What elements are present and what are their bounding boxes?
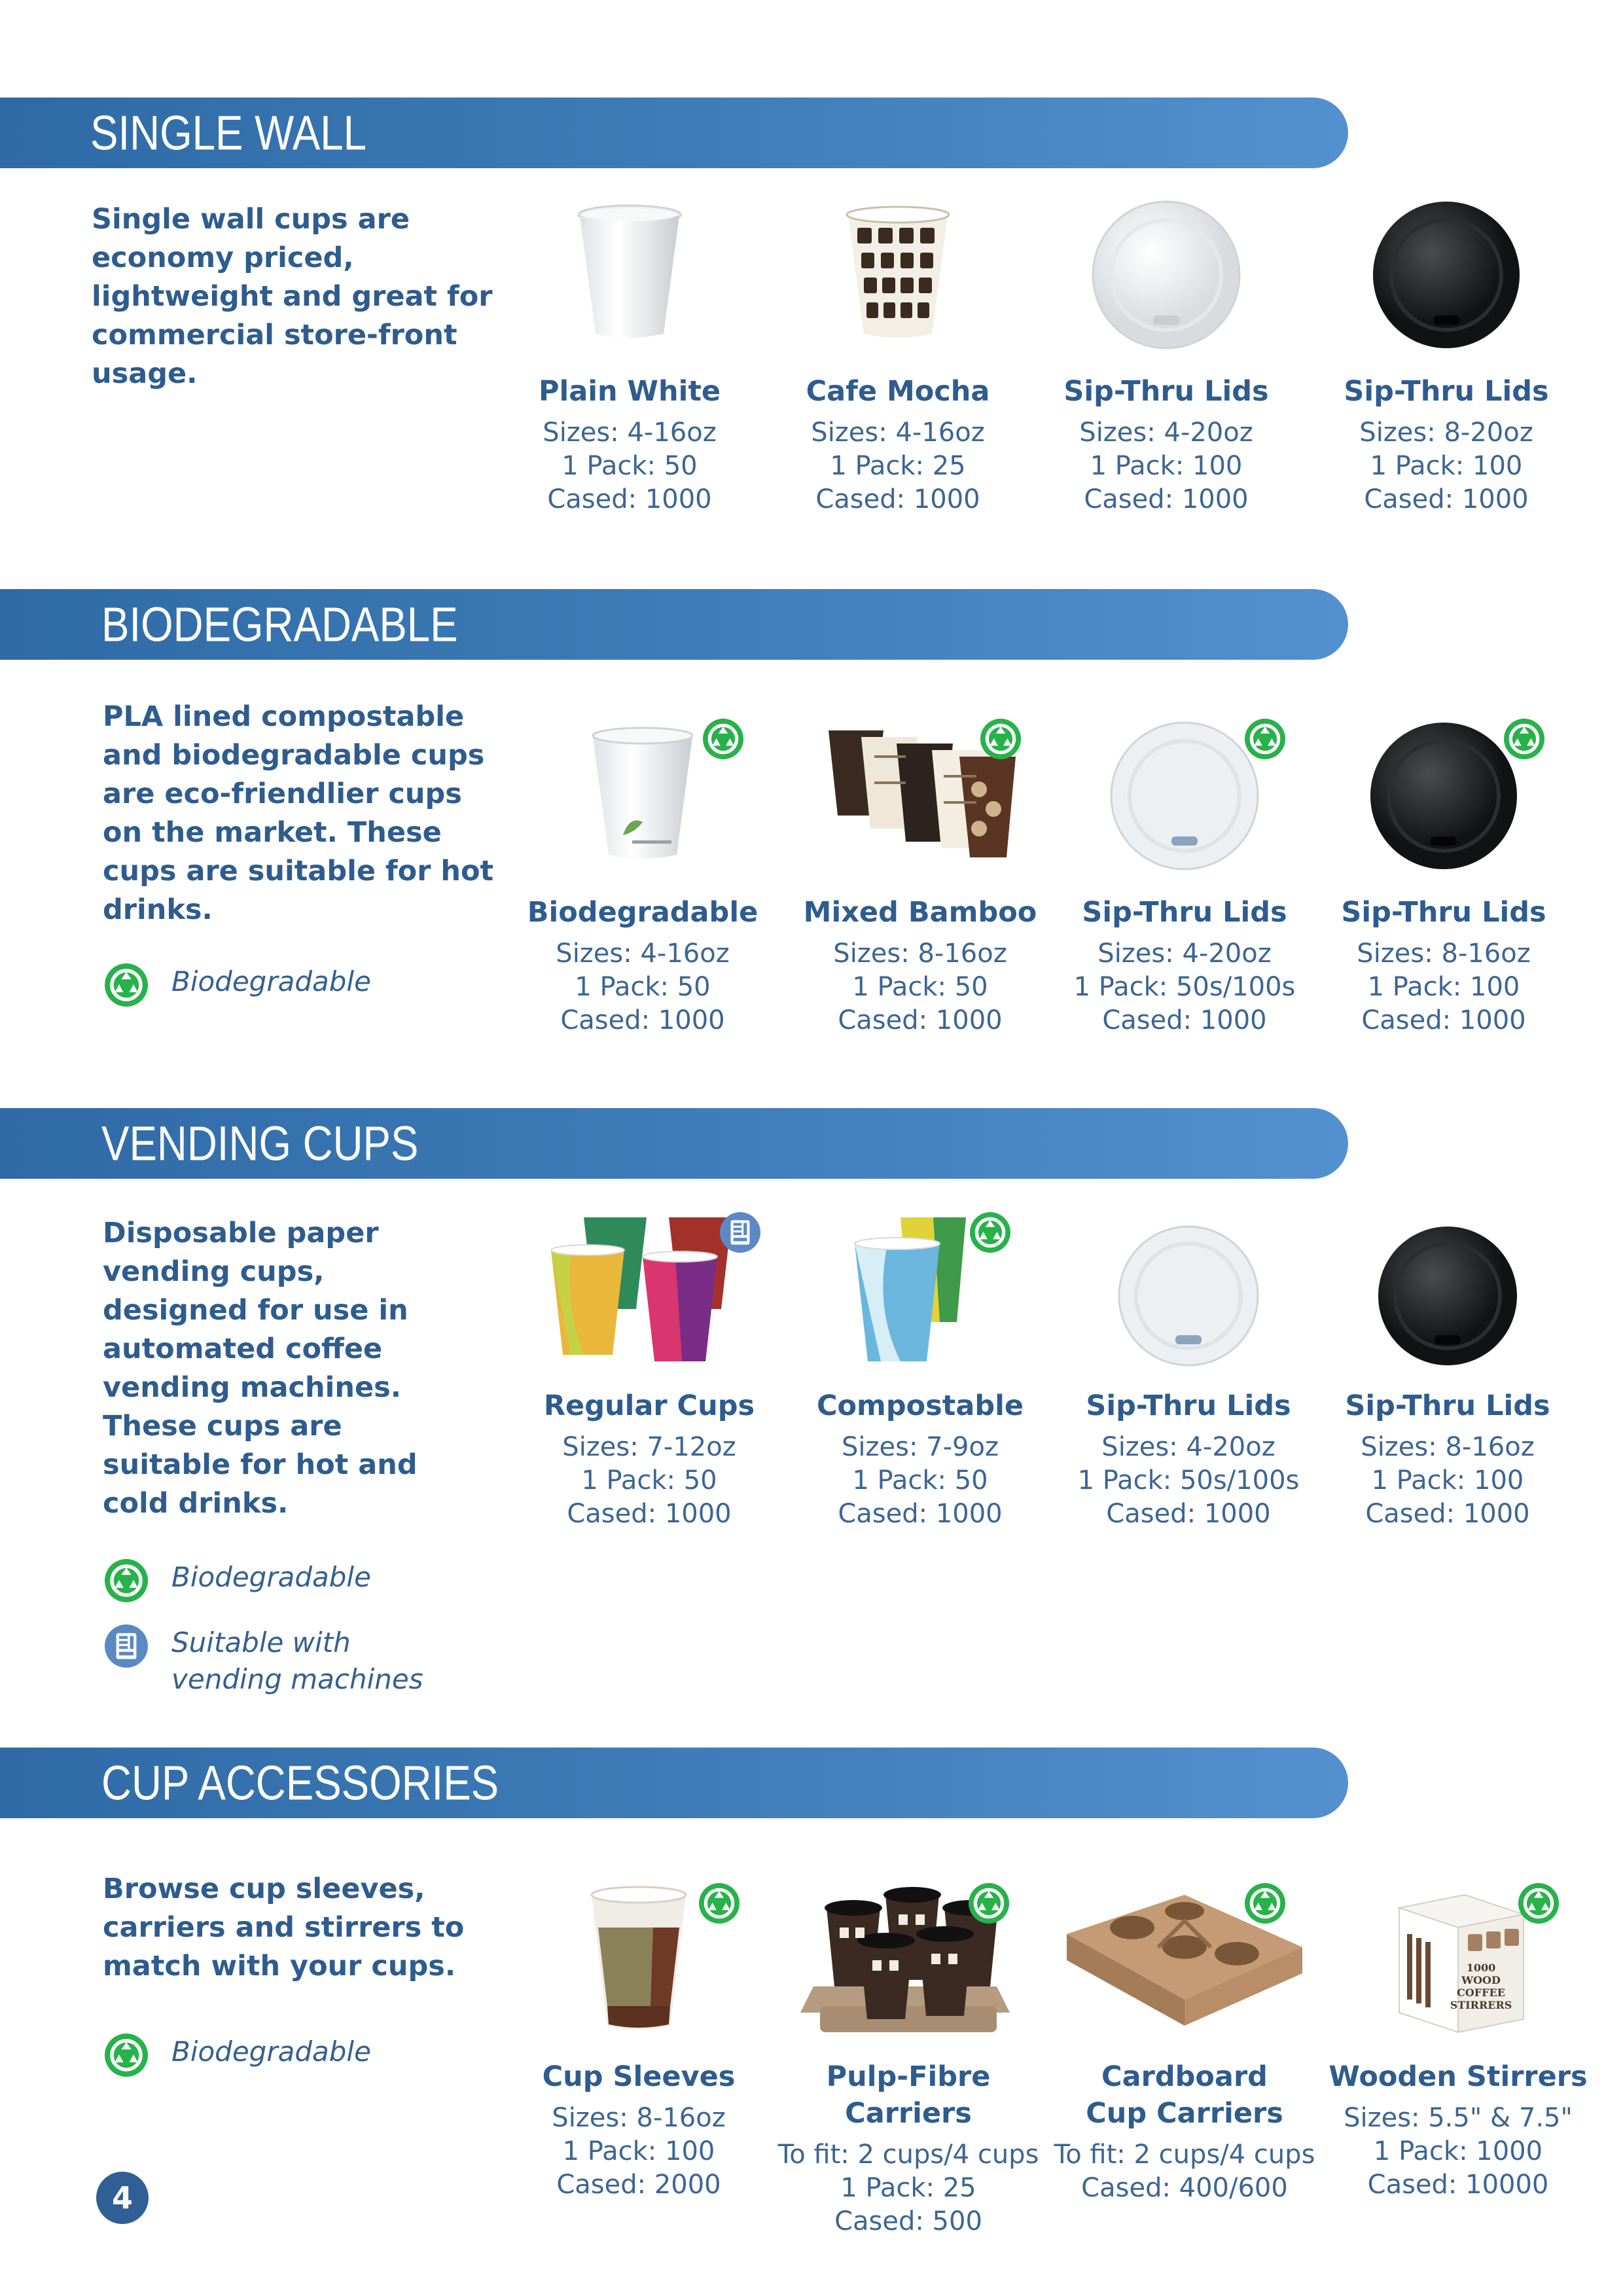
product-details: Sizes: 7-12oz 1 Pack: 50 Cased: 1000 [562, 1432, 736, 1529]
plain-white-cup-icon [564, 196, 695, 353]
product-name: Regular Cups [543, 1390, 755, 1422]
product-card[interactable] [505, 717, 780, 1037]
product-name: Pulp-Fibre Carriers [826, 2060, 991, 2130]
product-card[interactable] [783, 717, 1058, 1037]
biodegradable-badge-icon [1518, 1883, 1559, 1924]
section-intro: Disposable paper vending cups, designed for use in automated coffee vending machines. These cups are suitable for hot and cold drinks. [103, 1217, 418, 1520]
product-name: Sip-Thru Lids [1345, 1390, 1550, 1422]
product-name: Cardboard Cup Carriers [1086, 2060, 1283, 2130]
cafe-mocha-cup-icon [832, 196, 963, 353]
product-details: Sizes: 4-20oz 1 Pack: 50s/100s Cased: 1000 [1077, 1432, 1300, 1529]
product-card[interactable] [783, 1211, 1058, 1531]
product-details: To fit: 2 cups/4 cups Cased: 400/600 [1054, 2140, 1315, 2203]
product-name: Compostable [816, 1390, 1024, 1422]
product-card[interactable] [1321, 1882, 1596, 2202]
product-name: Plain White [538, 375, 721, 408]
stirrer-box-label: 1000 WOOD COFFEE STIRRERS [1450, 1962, 1512, 2011]
product-card[interactable] [501, 1882, 776, 2202]
product-name: Sip-Thru Lids [1341, 896, 1546, 929]
section-title: VENDING CUPS [101, 1116, 419, 1171]
product-details: Sizes: 8-20oz 1 Pack: 100 Cased: 1000 [1359, 418, 1533, 514]
product-details: Sizes: 8-16oz 1 Pack: 100 Cased: 1000 [1357, 939, 1531, 1035]
product-details: Sizes: 8-16oz 1 Pack: 50 Cased: 1000 [833, 939, 1007, 1035]
product-card[interactable] [771, 1882, 1046, 2238]
section-header-cup-accessories [0, 1748, 1348, 1818]
product-card[interactable] [492, 196, 767, 516]
white-lid-icon [1088, 196, 1245, 353]
black-lid-icon [1365, 717, 1522, 874]
cup-sleeve-icon [573, 1882, 704, 2039]
product-card[interactable] [1309, 196, 1584, 516]
vending-badge-icon [720, 1212, 760, 1253]
biodegradable-badge-icon [969, 1883, 1009, 1924]
product-card[interactable] [1029, 196, 1304, 516]
product-name: Sip-Thru Lids [1063, 375, 1269, 408]
product-details: Sizes: 4-16oz 1 Pack: 50 Cased: 1000 [543, 418, 717, 514]
biodegradable-icon [105, 963, 148, 1007]
black-lid-icon [1368, 196, 1525, 353]
biodegradable-cup-icon [577, 717, 708, 874]
biodegradable-badge-icon [1245, 1883, 1285, 1924]
product-name: Wooden Stirrers [1329, 2060, 1588, 2093]
product-name: Biodegradable [527, 896, 758, 929]
section-intro: PLA lined compostable and biodegradable cups are eco-friendlier cups on the market. These cups are suitable for hot drinks. [103, 700, 494, 926]
section-intro: Single wall cups are economy priced, lightweight and great for commercial store-front usage. [92, 203, 493, 390]
section-header-biodegradable [0, 589, 1348, 660]
product-card[interactable] [512, 1211, 787, 1531]
product-details: Sizes: 4-16oz 1 Pack: 25 Cased: 1000 [811, 418, 985, 514]
black-lid-icon [1369, 1211, 1526, 1368]
white-lid-icon [1110, 1211, 1267, 1368]
product-details: Sizes: 7-9oz 1 Pack: 50 Cased: 1000 [838, 1432, 1003, 1529]
biodegradable-badge-icon [980, 719, 1021, 759]
product-card[interactable] [1306, 717, 1581, 1037]
product-name: Sip-Thru Lids [1086, 1390, 1291, 1422]
product-card[interactable] [1310, 1211, 1585, 1531]
biodegradable-badge-icon [970, 1212, 1010, 1253]
biodegradable-icon [105, 1559, 148, 1602]
biodegradable-badge-icon [703, 719, 743, 759]
section-title: BIODEGRADABLE [101, 597, 458, 652]
product-name: Sip-Thru Lids [1344, 375, 1549, 408]
legend-biodegradable: Biodegradable [105, 963, 371, 1007]
product-card[interactable] [1051, 1211, 1326, 1531]
section-header-single-wall [0, 98, 1348, 168]
page-number: 4 [96, 2172, 149, 2224]
product-details: Sizes: 5.5" & 7.5" 1 Pack: 1000 Cased: 10000 [1344, 2103, 1573, 2200]
section-title: CUP ACCESSORIES [101, 1755, 499, 1810]
legend-biodegradable: Biodegradable [105, 2034, 371, 2077]
biodegradable-badge-icon [699, 1883, 740, 1924]
product-card[interactable] [1047, 717, 1322, 1037]
product-details: Sizes: 8-16oz 1 Pack: 100 Cased: 2000 [552, 2103, 726, 2200]
legend-biodegradable: Biodegradable [105, 1559, 371, 1602]
product-details: Sizes: 8-16oz 1 Pack: 100 Cased: 1000 [1361, 1432, 1535, 1529]
section-intro: Browse cup sleeves, carriers and stirrers to match with your cups. [103, 1873, 465, 1982]
product-card[interactable] [1047, 1882, 1322, 2205]
product-card[interactable] [760, 196, 1035, 516]
vending-machine-icon [105, 1624, 148, 1668]
section-header-vending-cups [0, 1108, 1348, 1179]
product-details: To fit: 2 cups/4 cups 1 Pack: 25 Cased: 500 [777, 2140, 1039, 2236]
legend-vending: Suitable with vending machines [105, 1624, 423, 1698]
biodegradable-badge-icon [1504, 719, 1544, 759]
product-details: Sizes: 4-20oz 1 Pack: 100 Cased: 1000 [1079, 418, 1253, 514]
product-details: Sizes: 4-16oz 1 Pack: 50 Cased: 1000 [556, 939, 730, 1035]
product-name: Mixed Bamboo [803, 896, 1037, 929]
product-name: Cafe Mocha [806, 375, 990, 408]
product-name: Sip-Thru Lids [1082, 896, 1287, 929]
biodegradable-badge-icon [1245, 719, 1285, 759]
biodegradable-icon [105, 2034, 148, 2077]
wooden-stirrers-box-icon [1380, 1882, 1537, 2039]
product-name: Cup Sleeves [542, 2060, 736, 2093]
section-title: SINGLE WALL [90, 105, 367, 160]
product-details: Sizes: 4-20oz 1 Pack: 50s/100s Cased: 1000 [1073, 939, 1296, 1035]
white-lid-icon [1106, 717, 1263, 874]
